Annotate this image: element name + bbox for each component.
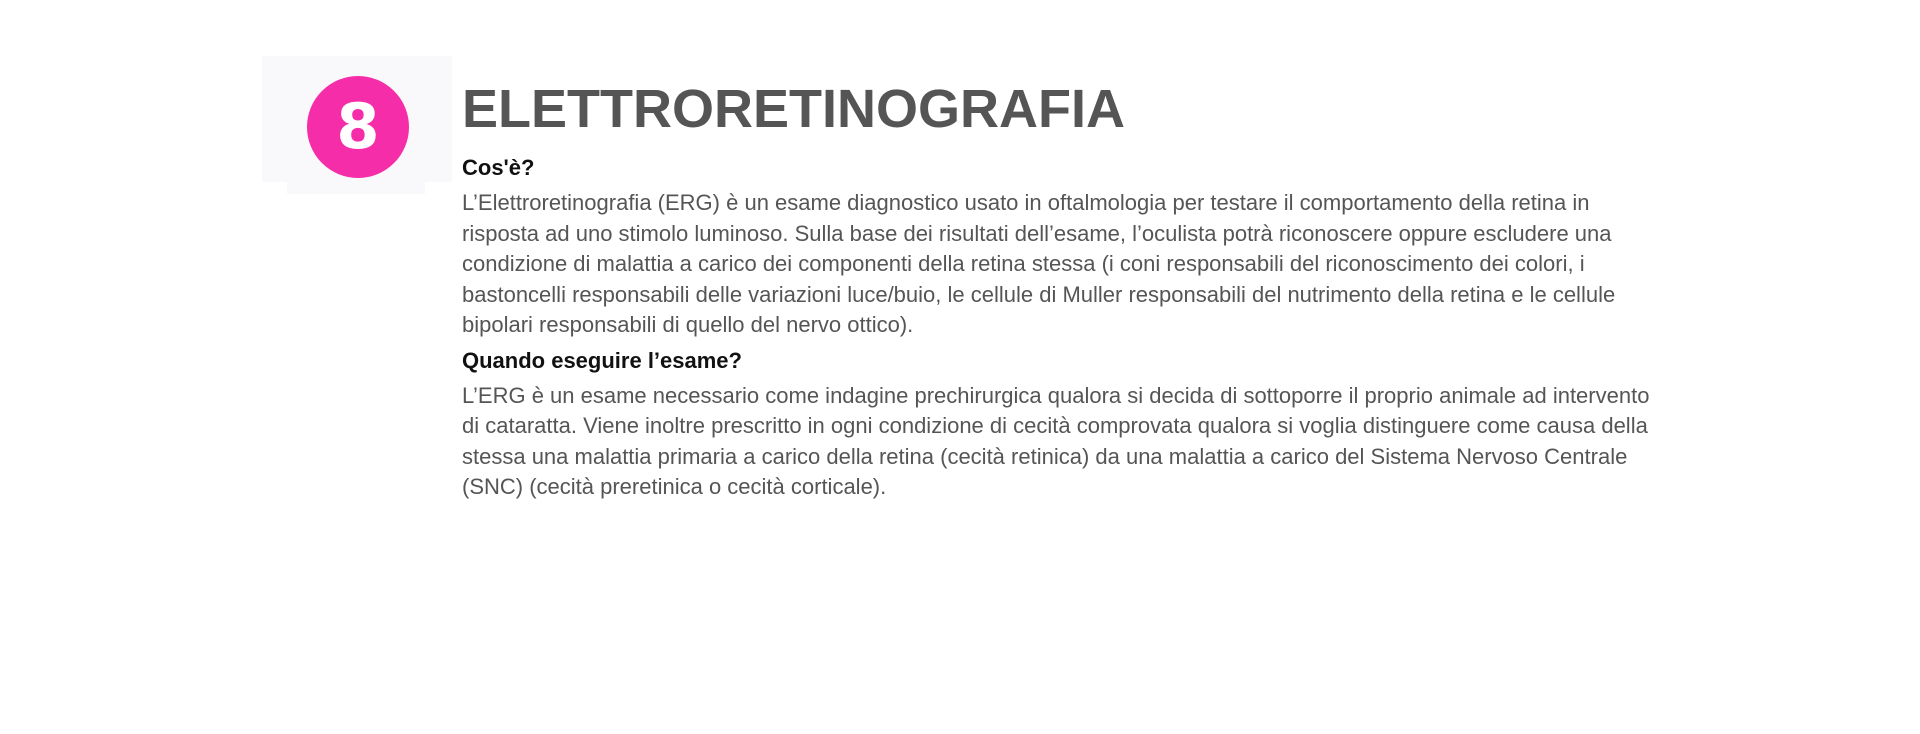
article-content [462,78,1672,509]
step-number: 8 [336,90,380,163]
section-paragraph-what-is: L’Elettroretinografia (ERG) è un esame diagnostico usato in oftalmologia per testare il comportamento della retina in risposta ad uno stimolo luminoso. Sulla base dei risultati dell’esame, l’oculista potrà riconoscere oppure escludere una condizione di malattia a carico dei componenti della retina stessa (i coni responsabili del riconoscimento dei colori, i bastoncelli responsabili delle variazioni luce/buio, le cellule di Muller responsabili del nutrimento della retina e le cellule bipolari responsabili di quello del nervo ottico). [462,190,1616,337]
step-number-badge [307,76,409,178]
section-heading-when: Quando eseguire l’esame? [462,347,742,373]
section-paragraph-when: L’ERG è un esame necessario come indagine prechirurgica qualora si decida di sottoporre il proprio animale ad intervento di cataratta. Viene inoltre prescritto in ogni condizione di cecità comprovata qualora si voglia distinguere come causa della stessa una malattia primaria a carico della retina (cecità retinica) da una malattia a carico del Sistema Nervoso Centrale (SNC) (cecità preretinica o cecità corticale). [462,382,1650,499]
section-heading-what-is: Cos'è? [462,155,535,180]
page-title: ELETTRORETINOGRAFIA [462,79,1125,139]
badge-background-lower [287,182,425,194]
